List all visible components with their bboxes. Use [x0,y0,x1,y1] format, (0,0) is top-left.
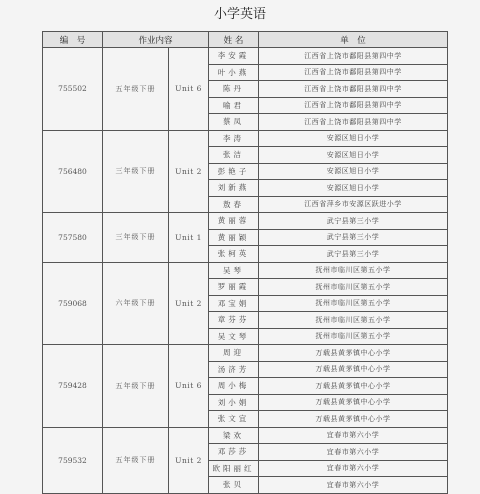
grade-volume: 六年级下册 [103,262,169,345]
school-name: 宜春市第六小学 [259,460,448,477]
school-name: 江西省上饶市鄱阳县第四中学 [259,97,448,114]
entry-id: 759532 [43,427,103,493]
school-name: 万载县黄茅镇中心小学 [259,345,448,362]
teacher-name: 黄丽蓉 [209,213,259,230]
table-row [43,48,448,65]
school-name: 江西省上饶市鄱阳县第四中学 [259,114,448,131]
teacher-name: 李涛 [209,130,259,147]
teacher-name: 欧阳丽红 [209,460,259,477]
grade-volume: 三年级下册 [103,213,169,263]
unit-label: Unit 2 [169,130,209,213]
school-name: 武宁县第三小学 [259,229,448,246]
page-title: 小学英语 [213,7,266,22]
school-name: 万载县黄茅镇中心小学 [259,361,448,378]
unit-label: Unit 6 [169,345,209,428]
teacher-name: 张贝 [209,477,259,494]
unit-label: Unit 2 [169,262,209,345]
teacher-name: 吴琴 [209,262,259,279]
school-name: 宜春市第六小学 [259,444,448,461]
award-table [42,31,448,494]
table-row [43,262,448,279]
teacher-name: 邓宝娟 [209,295,259,312]
teacher-name: 邓莎莎 [209,444,259,461]
school-name: 抚州市临川区第五小学 [259,295,448,312]
teacher-name: 李安霞 [209,48,259,65]
school-name: 万载县黄茅镇中心小学 [259,394,448,411]
school-name: 抚州市临川区第五小学 [259,262,448,279]
unit-label: Unit 2 [169,427,209,493]
grade-volume: 五年级下册 [103,48,169,131]
school-name: 万载县黄茅镇中心小学 [259,378,448,395]
teacher-name: 吴文琴 [209,328,259,345]
school-name: 江西省上饶市鄱阳县第四中学 [259,64,448,81]
entry-id: 757580 [43,213,103,263]
school-name: 武宁县第三小学 [259,246,448,263]
table-row [43,427,448,444]
entry-id: 755502 [43,48,103,131]
header-name: 姓 名 [209,32,259,48]
teacher-name: 周迎 [209,345,259,362]
teacher-name: 章芬芬 [209,312,259,329]
teacher-name: 黄丽颖 [209,229,259,246]
teacher-name: 叶小燕 [209,64,259,81]
teacher-name: 刘小娟 [209,394,259,411]
grade-volume: 五年级下册 [103,427,169,493]
grade-volume: 三年级下册 [103,130,169,213]
table-row [43,345,448,362]
school-name: 抚州市临川区第五小学 [259,328,448,345]
school-name: 安源区旭日小学 [259,180,448,197]
teacher-name: 张洁 [209,147,259,164]
school-name: 抚州市临川区第五小学 [259,279,448,296]
unit-label: Unit 6 [169,48,209,131]
table-body [43,48,448,494]
entry-id: 759428 [43,345,103,428]
school-name: 安源区旭日小学 [259,130,448,147]
table-row [43,213,448,230]
header-id: 编 号 [43,32,103,48]
teacher-name: 喻君 [209,97,259,114]
teacher-name: 周小梅 [209,378,259,395]
school-name: 万载县黄茅镇中心小学 [259,411,448,428]
header-school: 单 位 [259,32,448,48]
school-name: 武宁县第三小学 [259,213,448,230]
grade-volume: 五年级下册 [103,345,169,428]
school-name: 江西省萍乡市安源区跃进小学 [259,196,448,213]
teacher-name: 汤济芳 [209,361,259,378]
header-work: 作业内容 [103,32,209,48]
teacher-name: 敖春 [209,196,259,213]
teacher-name: 张柯英 [209,246,259,263]
school-name: 安源区旭日小学 [259,163,448,180]
teacher-name: 罗丽霞 [209,279,259,296]
school-name: 江西省上饶市鄱阳县第四中学 [259,48,448,65]
teacher-name: 梁欢 [209,427,259,444]
school-name: 宜春市第六小学 [259,477,448,494]
school-name: 宜春市第六小学 [259,427,448,444]
entry-id: 759068 [43,262,103,345]
school-name: 江西省上饶市鄱阳县第四中学 [259,81,448,98]
teacher-name: 蔡凤 [209,114,259,131]
teacher-name: 张文宜 [209,411,259,428]
header-row [43,32,448,48]
teacher-name: 刘新燕 [209,180,259,197]
school-name: 抚州市临川区第五小学 [259,312,448,329]
teacher-name: 陈丹 [209,81,259,98]
table-row [43,130,448,147]
school-name: 安源区旭日小学 [259,147,448,164]
entry-id: 756480 [43,130,103,213]
unit-label: Unit 1 [169,213,209,263]
teacher-name: 彭艳子 [209,163,259,180]
